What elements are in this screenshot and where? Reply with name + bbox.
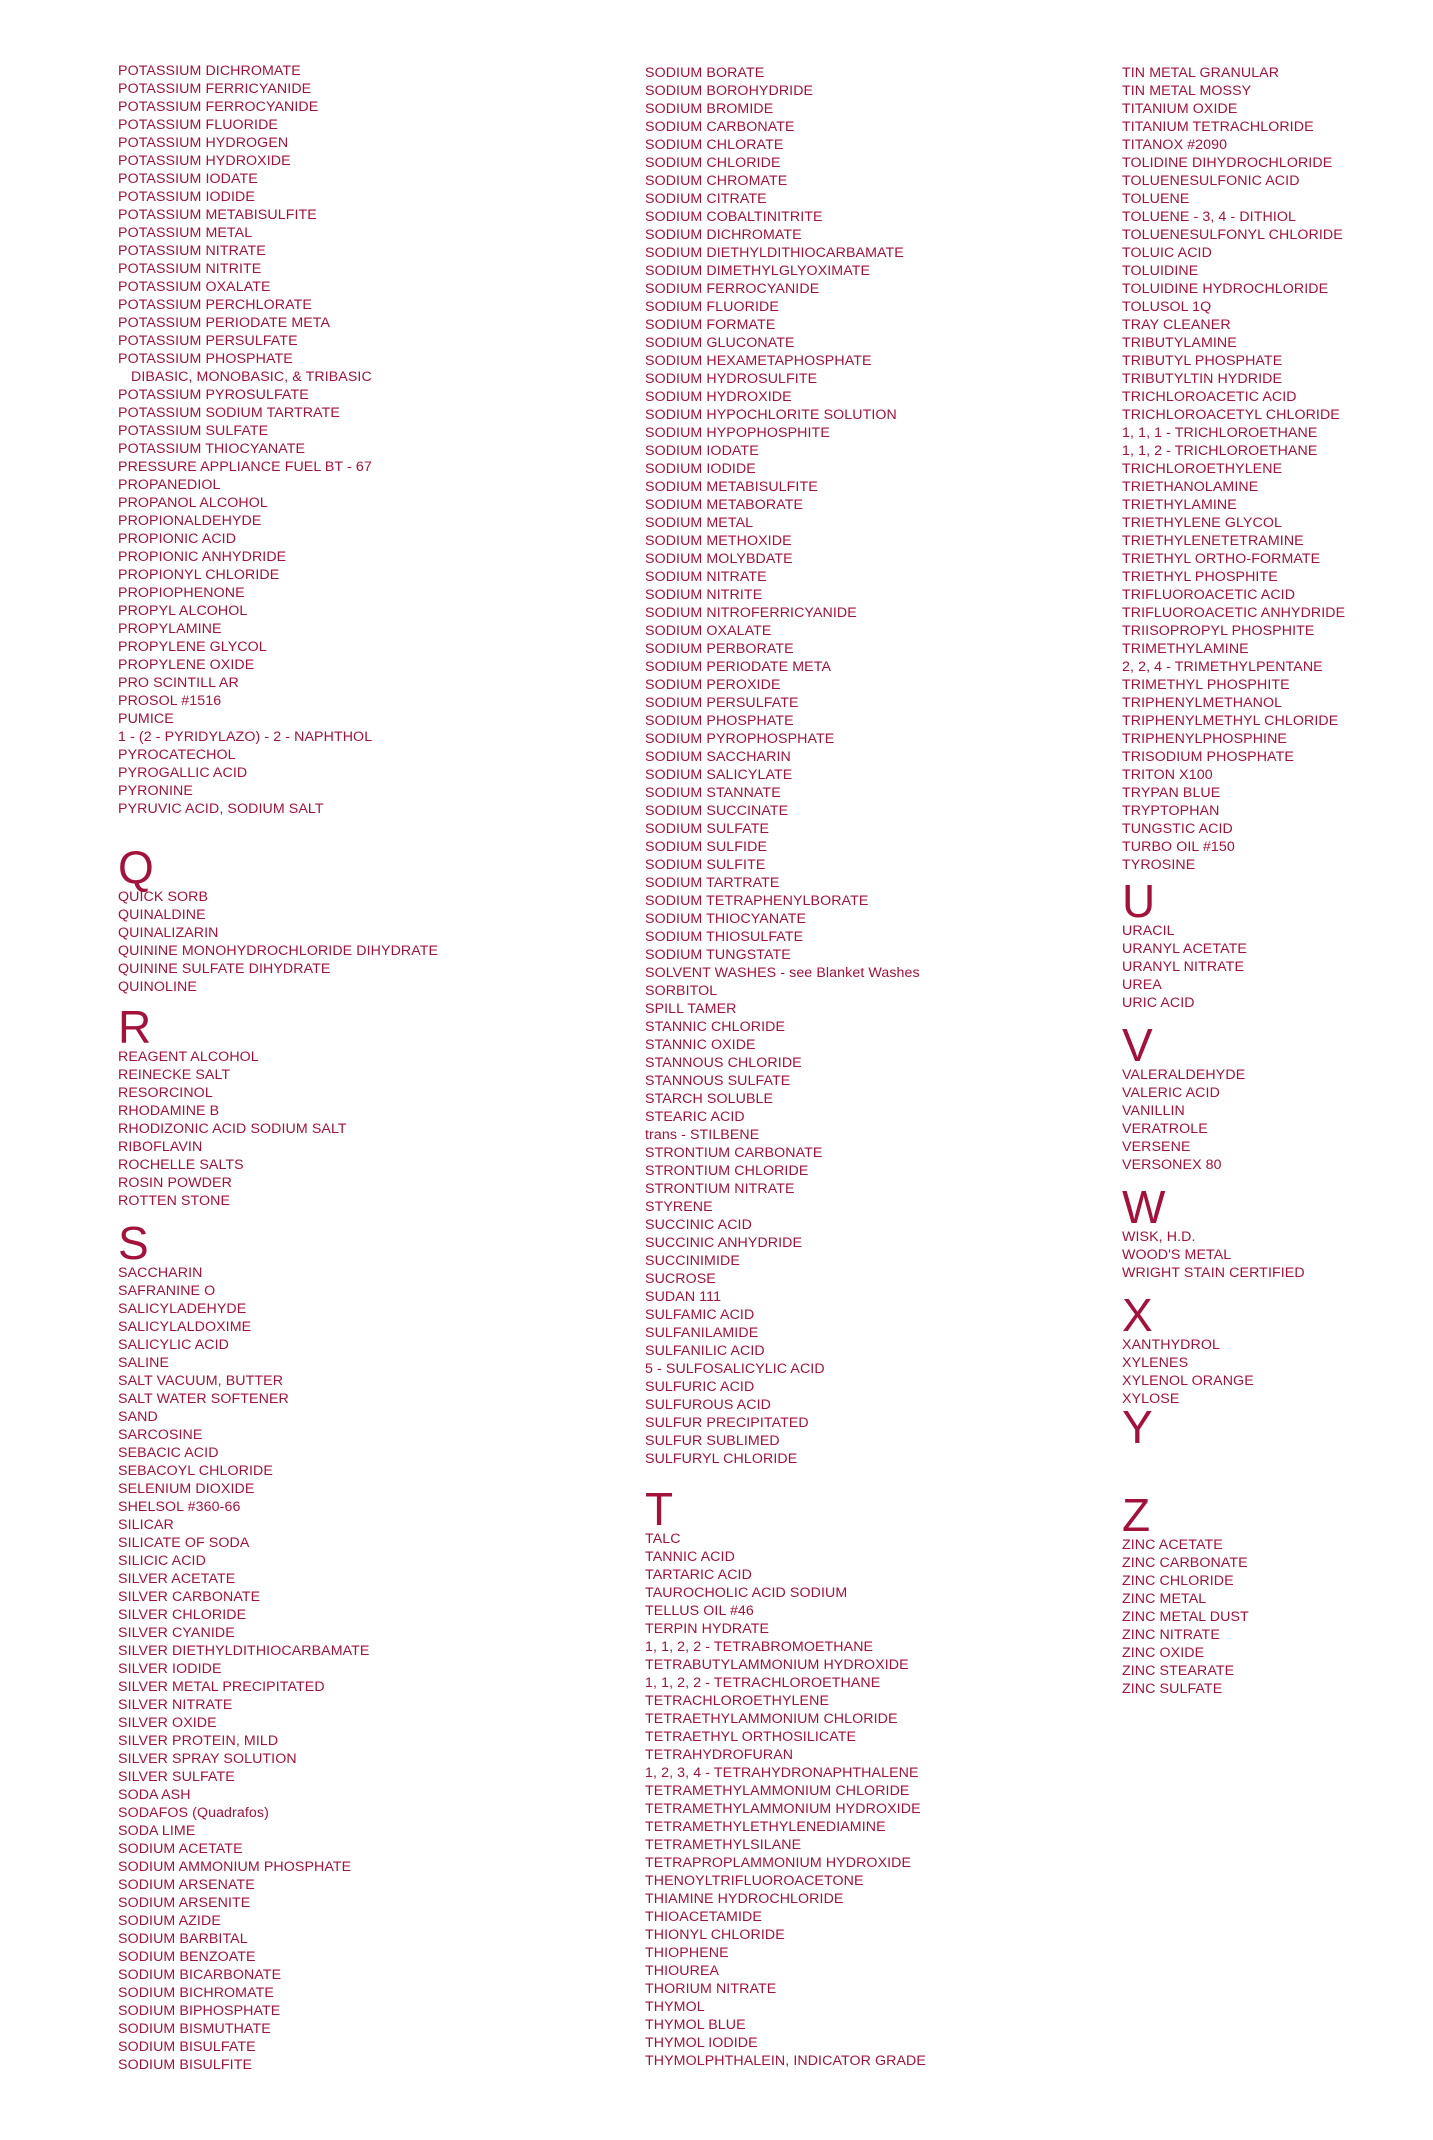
index-entry: ZINC NITRATE [1122,1627,1220,1643]
index-entry: SODIUM BROMIDE [645,101,774,117]
index-entry: POTASSIUM SULFATE [118,423,269,439]
index-entry: SILVER CHLORIDE [118,1607,247,1623]
index-entry: TETRAMETHYLAMMONIUM CHLORIDE [645,1783,910,1799]
index-entry: THYMOL [645,1999,705,2015]
index-entry: SHELSOL #360-66 [118,1499,241,1515]
index-entry: ROCHELLE SALTS [118,1157,244,1173]
index-entry: WRIGHT STAIN CERTIFIED [1122,1265,1305,1281]
index-entry: TETRAETHYLAMMONIUM CHLORIDE [645,1711,898,1727]
index-entry: TELLUS OIL #46 [645,1603,754,1619]
index-entry: SODIUM BISMUTHATE [118,2021,271,2037]
index-entry: TUNGSTIC ACID [1122,821,1233,837]
index-entry: POTASSIUM NITRATE [118,243,266,259]
index-entry: SODIUM IODIDE [645,461,756,477]
index-entry: THIAMINE HYDROCHLORIDE [645,1891,844,1907]
index-entry: SAND [118,1409,158,1425]
index-entry: SOLVENT WASHES - see Blanket Washes [645,965,920,981]
index-entry: SALICYLIC ACID [118,1337,229,1353]
index-entry: SILVER OXIDE [118,1715,217,1731]
index-entry: QUICK SORB [118,889,209,905]
index-entry: ZINC METAL DUST [1122,1609,1249,1625]
index-entry: TRIETHYL PHOSPHITE [1122,569,1278,585]
index-entry: SODIUM COBALTINITRITE [645,209,823,225]
index-entry: SODIUM BICARBONATE [118,1967,282,1983]
index-entry: 1, 1, 2, 2 - TETRACHLOROETHANE [645,1675,881,1691]
index-entry: SODIUM METHOXIDE [645,533,792,549]
index-entry: QUINALIZARIN [118,925,219,941]
index-entry: THORIUM NITRATE [645,1981,777,1997]
index-entry: TETRAMETHYLAMMONIUM HYDROXIDE [645,1801,921,1817]
index-entry: SULFUR SUBLIMED [645,1433,780,1449]
index-entry: ZINC ACETATE [1122,1537,1223,1553]
index-entry: SODIUM NITRATE [645,569,767,585]
index-entry: SODIUM CITRATE [645,191,767,207]
index-entry: SULFUROUS ACID [645,1397,771,1413]
index-entry: SUCCINIMIDE [645,1253,740,1269]
index-entry: STEARIC ACID [645,1109,745,1125]
index-entry: 1, 1, 2, 2 - TETRABROMOETHANE [645,1639,874,1655]
index-entry: POTASSIUM PYROSULFATE [118,387,309,403]
index-entry: URIC ACID [1122,995,1195,1011]
index-entry: SODIUM BOROHYDRIDE [645,83,814,99]
index-entry: TRIBUTYLTIN HYDRIDE [1122,371,1283,387]
index-entry: SODIUM ACETATE [118,1841,243,1857]
index-entry: PYROCATECHOL [118,747,236,763]
index-entry: PROPYL ALCOHOL [118,603,248,619]
index-entry: POTASSIUM IODIDE [118,189,255,205]
index-entry: PROPIONYL CHLORIDE [118,567,280,583]
index-entry: SILVER ACETATE [118,1571,236,1587]
index-entry: SODIUM CHROMATE [645,173,788,189]
index-entry: TRISODIUM PHOSPHATE [1122,749,1294,765]
index-entry: URACIL [1122,923,1175,939]
index-entry: SODIUM BORATE [645,65,765,81]
index-entry: TRIETHANOLAMINE [1122,479,1259,495]
index-entry: SALT VACUUM, BUTTER [118,1373,284,1389]
index-entry: SODIUM PERIODATE META [645,659,832,675]
index-entry: RHODAMINE B [118,1103,220,1119]
index-entry: SODIUM ARSENITE [118,1895,251,1911]
index-entry: SODIUM ARSENATE [118,1877,255,1893]
index-entry: TYROSINE [1122,857,1196,873]
index-entry: SEBACOYL CHLORIDE [118,1463,273,1479]
index-entry: TRIETHYL ORTHO-FORMATE [1122,551,1321,567]
index-entry: POTASSIUM METAL [118,225,253,241]
index-entry: ROSIN POWDER [118,1175,232,1191]
index-entry: STRONTIUM CARBONATE [645,1145,823,1161]
index-entry: SULFAMIC ACID [645,1307,755,1323]
index-entry: TRITON X100 [1122,767,1213,783]
index-entry: PROPYLAMINE [118,621,222,637]
index-entry: SALICYLALDOXIME [118,1319,252,1335]
index-entry: SODIUM METABORATE [645,497,804,513]
index-entry: TETRAPROPLAMMONIUM HYDROXIDE [645,1855,912,1871]
index-entry: POTASSIUM DICHROMATE [118,63,301,79]
index-entry: PYROGALLIC ACID [118,765,248,781]
index-entry: SODIUM SALICYLATE [645,767,793,783]
index-entry: SULFURYL CHLORIDE [645,1451,798,1467]
index-entry: PRESSURE APPLIANCE FUEL BT - 67 [118,459,372,475]
index-entry: TRIETHYLENETETRAMINE [1122,533,1304,549]
index-entry: QUININE MONOHYDROCHLORIDE DIHYDRATE [118,943,439,959]
index-entry: STANNIC OXIDE [645,1037,756,1053]
index-entry: THIOACETAMIDE [645,1909,762,1925]
index-entry: SODIUM BENZOATE [118,1949,256,1965]
index-entry: SODIUM CHLORATE [645,137,784,153]
index-entry: POTASSIUM PERSULFATE [118,333,298,349]
index-entry: POTASSIUM HYDROXIDE [118,153,291,169]
index-entry: PROPIOPHENONE [118,585,245,601]
index-entry: SODIUM HEXAMETAPHOSPHATE [645,353,872,369]
index-entry: SODIUM FORMATE [645,317,776,333]
index-entry: SILVER CYANIDE [118,1625,235,1641]
index-entry: SODIUM STANNATE [645,785,781,801]
index-entry: SULFANILAMIDE [645,1325,759,1341]
index-entry: SODIUM DIETHYLDITHIOCARBAMATE [645,245,904,261]
index-entry: SODIUM CHLORIDE [645,155,781,171]
index-entry: SODAFOS (Quadrafos) [118,1805,269,1821]
index-entry: SULFANILIC ACID [645,1343,765,1359]
index-entry: TIN METAL MOSSY [1122,83,1252,99]
index-entry: SUCROSE [645,1271,716,1287]
index-entry: XYLENOL ORANGE [1122,1373,1254,1389]
index-entry: TOLUENE - 3, 4 - DITHIOL [1122,209,1297,225]
index-entry: TOLUIDINE [1122,263,1199,279]
index-entry: SALT WATER SOFTENER [118,1391,289,1407]
index-entry: SODIUM SULFITE [645,857,766,873]
index-entry: POTASSIUM IODATE [118,171,258,187]
index-entry: DIBASIC, MONOBASIC, & TRIBASIC [131,369,372,385]
index-entry: URANYL NITRATE [1122,959,1245,975]
index-entry: SODIUM BARBITAL [118,1931,248,1947]
index-entry: SODIUM DIMETHYLGLYOXIMATE [645,263,871,279]
index-entry: 1, 1, 2 - TRICHLOROETHANE [1122,443,1318,459]
index-entry: THYMOL IODIDE [645,2035,758,2051]
index-entry: TOLUIC ACID [1122,245,1212,261]
index-entry: SODIUM SACCHARIN [645,749,791,765]
index-entry: SUCCINIC ANHYDRIDE [645,1235,803,1251]
section-letter: T [645,1483,674,1535]
index-entry: TERPIN HYDRATE [645,1621,770,1637]
section-letter: S [118,1217,149,1269]
index-entry: POTASSIUM PERIODATE META [118,315,331,331]
index-entry: SODIUM SUCCINATE [645,803,789,819]
index-entry: TRICHLOROETHYLENE [1122,461,1283,477]
index-entry: TRIPHENYLPHOSPHINE [1122,731,1287,747]
index-entry: TRYPAN BLUE [1122,785,1221,801]
index-entry: TRICHLOROACETIC ACID [1122,389,1297,405]
index-entry: QUININE SULFATE DIHYDRATE [118,961,331,977]
index-entry: SILVER METAL PRECIPITATED [118,1679,325,1695]
index-entry: ZINC CARBONATE [1122,1555,1248,1571]
index-entry: TOLUENE [1122,191,1190,207]
index-entry: ZINC CHLORIDE [1122,1573,1234,1589]
index-entry: TRICHLOROACETYL CHLORIDE [1122,407,1340,423]
index-entry: THYMOLPHTHALEIN, INDICATOR GRADE [645,2053,926,2069]
index-entry: TOLUSOL 1Q [1122,299,1212,315]
index-entry: TRIPHENYLMETHANOL [1122,695,1283,711]
index-entry: POTASSIUM OXALATE [118,279,271,295]
index-entry: PYRUVIC ACID, SODIUM SALT [118,801,324,817]
index-entry: SODIUM GLUCONATE [645,335,795,351]
index-entry: SUCCINIC ACID [645,1217,752,1233]
index-entry: SODIUM SULFIDE [645,839,768,855]
index-entry: SODIUM BISULFITE [118,2057,253,2073]
index-entry: TRIFLUOROACETIC ACID [1122,587,1296,603]
index-entry: SODIUM CARBONATE [645,119,795,135]
index-entry: POTASSIUM NITRITE [118,261,262,277]
index-entry: TOLUIDINE HYDROCHLORIDE [1122,281,1329,297]
index-entry: SUDAN 111 [645,1289,722,1305]
index-entry: SODIUM PERBORATE [645,641,794,657]
index-entry: TANNIC ACID [645,1549,735,1565]
index-entry: PYRONINE [118,783,193,799]
index-entry: SORBITOL [645,983,718,999]
index-entry: TITANIUM TETRACHLORIDE [1122,119,1314,135]
index-entry: TOLUENESULFONYL CHLORIDE [1122,227,1343,243]
index-entry: QUINOLINE [118,979,197,995]
index-entry: SODIUM HYPOCHLORITE SOLUTION [645,407,897,423]
index-entry: SODIUM HYDROXIDE [645,389,792,405]
section-letter: Y [1122,1401,1153,1453]
index-entry: PROPIONALDEHYDE [118,513,262,529]
section-letter: V [1122,1019,1153,1071]
index-entry: SODIUM BICHROMATE [118,1985,274,2001]
index-entry: POTASSIUM FLUORIDE [118,117,278,133]
index-entry: VALERIC ACID [1122,1085,1220,1101]
index-entry: SODIUM MOLYBDATE [645,551,793,567]
index-entry: SULFURIC ACID [645,1379,755,1395]
index-entry: VALERALDEHYDE [1122,1067,1246,1083]
index-entry: THIONYL CHLORIDE [645,1927,785,1943]
index-entry: TETRAHYDROFURAN [645,1747,794,1763]
index-entry: SILVER SPRAY SOLUTION [118,1751,297,1767]
index-entry: SODIUM THIOSULFATE [645,929,804,945]
index-entry: ZINC OXIDE [1122,1645,1205,1661]
index-entry: trans - STILBENE [645,1127,760,1143]
index-entry: POTASSIUM FERRICYANIDE [118,81,312,97]
section-letter: W [1122,1181,1166,1233]
index-entry: TETRACHLOROETHYLENE [645,1693,830,1709]
index-entry: STARCH SOLUBLE [645,1091,774,1107]
index-entry: UREA [1122,977,1162,993]
index-entry: POTASSIUM HYDROGEN [118,135,289,151]
index-entry: URANYL ACETATE [1122,941,1247,957]
index-entry: SAFRANINE O [118,1283,216,1299]
index-entry: TRIBUTYLAMINE [1122,335,1237,351]
index-entry: TRIBUTYL PHOSPHATE [1122,353,1283,369]
index-entry: STRONTIUM NITRATE [645,1181,795,1197]
index-entry: TURBO OIL #150 [1122,839,1235,855]
index-entry: PROSOL #1516 [118,693,222,709]
index-entry: SALINE [118,1355,170,1371]
index-entry: SODIUM TUNGSTATE [645,947,791,963]
index-entry: PROPANEDIOL [118,477,221,493]
index-entry: STANNOUS CHLORIDE [645,1055,802,1071]
index-entry: SODIUM PHOSPHATE [645,713,794,729]
index-entry: SODIUM AMMONIUM PHOSPHATE [118,1859,352,1875]
index-entry: TOLUENESULFONIC ACID [1122,173,1300,189]
index-entry: TRYPTOPHAN [1122,803,1220,819]
index-entry: XYLOSE [1122,1391,1180,1407]
index-entry: QUINALDINE [118,907,206,923]
index-entry: POTASSIUM PHOSPHATE [118,351,293,367]
index-entry: SILVER PROTEIN, MILD [118,1733,279,1749]
index-entry: SODIUM OXALATE [645,623,772,639]
index-entry: POTASSIUM PERCHLORATE [118,297,312,313]
section-letter: U [1122,875,1156,927]
index-entry: SILVER IODIDE [118,1661,222,1677]
index-entry: TARTARIC ACID [645,1567,752,1583]
index-entry: PROPYLENE OXIDE [118,657,255,673]
index-entry: TOLIDINE DIHYDROCHLORIDE [1122,155,1333,171]
index-entry: PROPYLENE GLYCOL [118,639,267,655]
index-entry: STANNOUS SULFATE [645,1073,791,1089]
index-entry: SODIUM IODATE [645,443,759,459]
index-entry: SODIUM DICHROMATE [645,227,802,243]
index-entry: SODIUM TARTRATE [645,875,780,891]
index-entry: TETRAMETHYLSILANE [645,1837,802,1853]
index-entry: THYMOL BLUE [645,2017,746,2033]
index-entry: PRO SCINTILL AR [118,675,239,691]
index-entry: SODIUM FLUORIDE [645,299,779,315]
index-entry: TALC [645,1531,681,1547]
index-entry: SELENIUM DIOXIDE [118,1481,255,1497]
index-entry: WOOD'S METAL [1122,1247,1232,1263]
index-entry: SODIUM THIOCYANATE [645,911,807,927]
index-entry: POTASSIUM FERROCYANIDE [118,99,319,115]
index-entry: TRIETHYLAMINE [1122,497,1237,513]
index-entry: SODIUM METABISULFITE [645,479,818,495]
index-entry: VERSENE [1122,1139,1191,1155]
index-entry: SODIUM FERROCYANIDE [645,281,820,297]
index-entry: VERATROLE [1122,1121,1208,1137]
index-entry: SODA ASH [118,1787,191,1803]
index-entry: TRIMETHYLAMINE [1122,641,1249,657]
index-entry: XANTHYDROL [1122,1337,1220,1353]
index-entry: RHODIZONIC ACID SODIUM SALT [118,1121,347,1137]
index-entry: VERSONEX 80 [1122,1157,1222,1173]
index-entry: TITANOX #2090 [1122,137,1228,153]
index-entry: 2, 2, 4 - TRIMETHYLPENTANE [1122,659,1323,675]
index-entry: TRIMETHYL PHOSPHITE [1122,677,1290,693]
index-entry: SALICYLADEHYDE [118,1301,247,1317]
index-entry: SARCOSINE [118,1427,203,1443]
index-entry: TITANIUM OXIDE [1122,101,1238,117]
index-entry: TETRAMETHYLETHYLENEDIAMINE [645,1819,886,1835]
index-entry: STRONTIUM CHLORIDE [645,1163,809,1179]
index-entry: ZINC METAL [1122,1591,1207,1607]
index-entry: POTASSIUM METABISULFITE [118,207,317,223]
index-entry: TETRAETHYL ORTHOSILICATE [645,1729,857,1745]
index-entry: TRAY CLEANER [1122,317,1231,333]
index-entry: SILVER NITRATE [118,1697,233,1713]
index-entry: TRIETHYLENE GLYCOL [1122,515,1283,531]
section-letter: X [1122,1289,1153,1341]
index-entry: TIN METAL GRANULAR [1122,65,1280,81]
index-entry: STYRENE [645,1199,713,1215]
index-entry: TRIFLUOROACETIC ANHYDRIDE [1122,605,1346,621]
index-entry: SILICIC ACID [118,1553,206,1569]
index-entry: PROPANOL ALCOHOL [118,495,268,511]
index-entry: SODIUM HYDROSULFITE [645,371,818,387]
index-entry: POTASSIUM THIOCYANATE [118,441,306,457]
index-entry: SODIUM PYROPHOSPHATE [645,731,835,747]
index-entry: PROPIONIC ACID [118,531,237,547]
index-entry: SACCHARIN [118,1265,203,1281]
index-entry: THIOPHENE [645,1945,729,1961]
index-entry: TAUROCHOLIC ACID SODIUM [645,1585,848,1601]
section-letter: R [118,1001,152,1053]
index-entry: 5 - SULFOSALICYLIC ACID [645,1361,825,1377]
index-entry: SODIUM HYPOPHOSPHITE [645,425,830,441]
index-entry: SODIUM SULFATE [645,821,770,837]
index-entry: 1 - (2 - PYRIDYLAZO) - 2 - NAPHTHOL [118,729,373,745]
index-entry: SODIUM NITROFERRICYANIDE [645,605,857,621]
index-entry: SPILL TAMER [645,1001,737,1017]
index-entry: ROTTEN STONE [118,1193,231,1209]
index-entry: XYLENES [1122,1355,1189,1371]
index-entry: WISK, H.D. [1122,1229,1196,1245]
index-entry: SILVER SULFATE [118,1769,235,1785]
index-entry: SODIUM METAL [645,515,754,531]
index-entry: ZINC SULFATE [1122,1681,1223,1697]
index-entry: SULFUR PRECIPITATED [645,1415,809,1431]
index-entry: TRIPHENYLMETHYL CHLORIDE [1122,713,1339,729]
index-entry: SODIUM NITRITE [645,587,763,603]
index-entry: SODA LIME [118,1823,196,1839]
index-entry: 1, 1, 1 - TRICHLOROETHANE [1122,425,1318,441]
index-entry: REAGENT ALCOHOL [118,1049,259,1065]
index-entry: SILICATE OF SODA [118,1535,250,1551]
index-entry: REINECKE SALT [118,1067,231,1083]
index-entry: THENOYLTRIFLUOROACETONE [645,1873,864,1889]
index-entry: THIOUREA [645,1963,720,1979]
index-entry: SODIUM BISULFATE [118,2039,256,2055]
index-entry: VANILLIN [1122,1103,1185,1119]
index-entry: ZINC STEARATE [1122,1663,1235,1679]
index-entry: SODIUM TETRAPHENYLBORATE [645,893,869,909]
index-entry: RESORCINOL [118,1085,213,1101]
index-entry: SILVER DIETHYLDITHIOCARBAMATE [118,1643,370,1659]
index-entry: PROPIONIC ANHYDRIDE [118,549,287,565]
index-entry: PUMICE [118,711,174,727]
index-entry: RIBOFLAVIN [118,1139,203,1155]
index-entry: SODIUM BIPHOSPHATE [118,2003,281,2019]
index-entry: STANNIC CHLORIDE [645,1019,786,1035]
section-letter: Z [1122,1489,1151,1541]
index-entry: SILICAR [118,1517,174,1533]
index-entry: POTASSIUM SODIUM TARTRATE [118,405,340,421]
index-entry: SODIUM AZIDE [118,1913,221,1929]
index-entry: SILVER CARBONATE [118,1589,261,1605]
index-entry: SEBACIC ACID [118,1445,219,1461]
index-entry: SODIUM PEROXIDE [645,677,781,693]
index-entry: TETRABUTYLAMMONIUM HYDROXIDE [645,1657,909,1673]
index-entry: TRIISOPROPYL PHOSPHITE [1122,623,1315,639]
index-entry: 1, 2, 3, 4 - TETRAHYDRONAPHTHALENE [645,1765,919,1781]
index-entry: SODIUM PERSULFATE [645,695,799,711]
section-letter: Q [118,841,154,893]
